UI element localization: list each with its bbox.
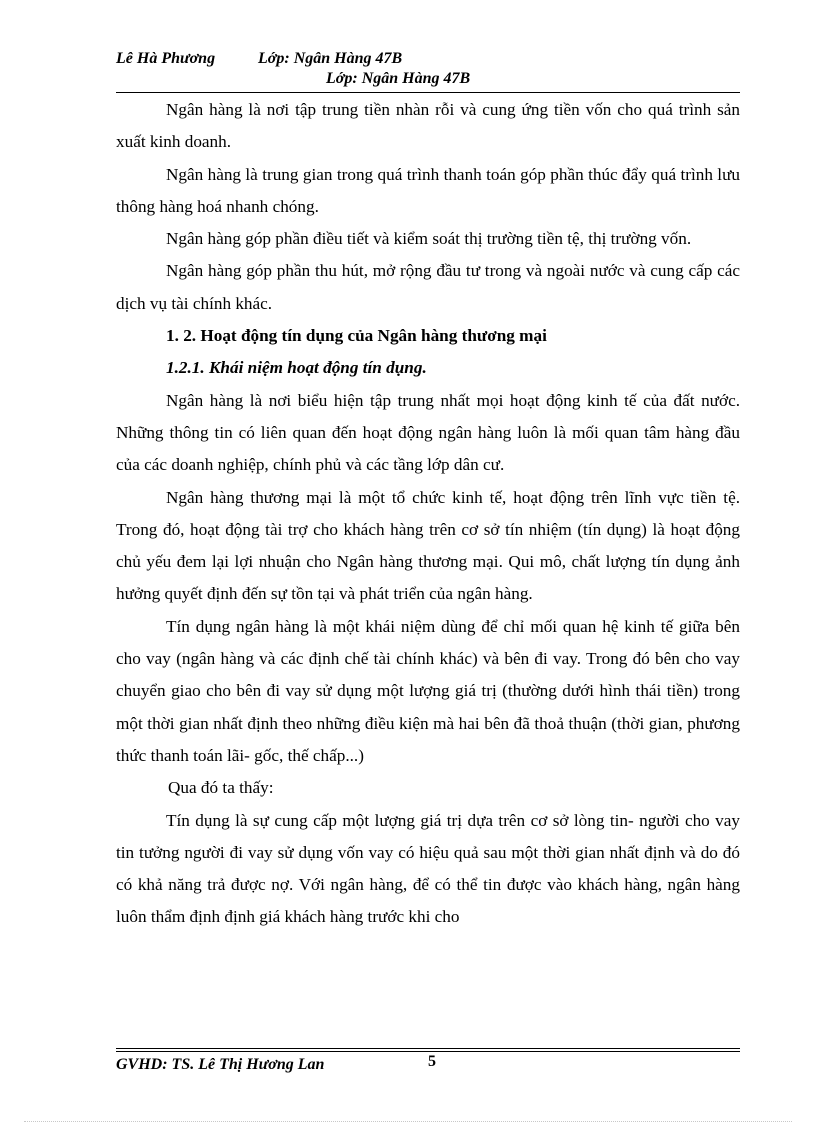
- footer-rule-top: [116, 1048, 740, 1049]
- paragraph: Ngân hàng góp phần thu hút, mở rộng đầu tư trong và ngoài nước và cung cấp các dịch vụ tài chính khác.: [116, 261, 740, 313]
- paragraph: Ngân hàng là nơi tập trung tiền nhàn rỗi và cung ứng tiền vốn cho quá trình sản xuất kinh doanh.: [116, 100, 740, 152]
- paragraph: Tín dụng là sự cung cấp một lượng giá trị dựa trên cơ sở lòng tin- người cho vay tin tưởng người đi vay sử dụng vốn vay có hiệu quả sau một thời gian nhất định và do đó có khả năng trả được nợ. Với ngân hàng, để có thể tin được vào khách hàng, ngân hàng luôn thẩm định định giá khách hàng trước khi cho: [116, 810, 740, 927]
- paragraph: Ngân hàng thương mại là một tổ chức kinh tế, hoạt động trên lĩnh vực tiền tệ. Trong đó, hoạt động tài trợ cho khách hàng trên cơ sở tín nhiệm (tín dụng) là hoạt động chủ yếu đem lại lợi nhuận cho Ngân hàng thương mại. Qui mô, chất lượng tín dụng ảnh hưởng quyết định đến sự tồn tại và phát triển của ngân hàng.: [116, 487, 740, 604]
- paragraph: Ngân hàng là trung gian trong quá trình thanh toán góp phần thúc đẩy quá trình lưu thông hàng hoá nhanh chóng.: [116, 164, 740, 216]
- subsection-heading: 1.2.1. Khái niệm hoạt động tín dụng.: [166, 358, 427, 378]
- header-author: Lê Hà Phương: [116, 50, 216, 67]
- paragraph: Qua đó ta thấy:: [168, 778, 274, 798]
- header-rule: [116, 92, 740, 93]
- paragraph: Ngân hàng là nơi biểu hiện tập trung nhất mọi hoạt động kinh tế của đất nước. Những thông tin có liên quan đến hoạt động ngân hàng luôn là mối quan tâm hàng đầu của các doanh nghiệp, chính phủ và các tầng lớp dân cư.: [116, 390, 740, 475]
- footer-rule-bottom: [116, 1051, 740, 1052]
- page-number: 5: [428, 1053, 436, 1070]
- document-body: [116, 94, 740, 934]
- paragraph: Ngân hàng góp phần điều tiết và kiểm soát thị trường tiền tệ, thị trường vốn.: [166, 229, 692, 249]
- paragraph: Tín dụng ngân hàng là một khái niệm dùng để chỉ mối quan hệ kinh tế giữa bên cho vay (ngân hàng và các định chế tài chính khác) và bên đi vay. Trong đó bên cho vay chuyển giao cho bên đi vay sử dụng một lượng giá trị (thường dưới hình thái tiền) trong một thời gian nhất định theo những điều kiện mà hai bên đã thoả thuận (thời gian, phương thức thanh toán lãi- gốc, thế chấp...): [116, 616, 740, 765]
- footer-advisor: GVHD: TS. Lê Thị Hương Lan: [116, 1056, 325, 1073]
- section-heading: 1. 2. Hoạt động tín dụng của Ngân hàng thương mại: [166, 326, 547, 346]
- page-edge-divider: [24, 1121, 792, 1122]
- header-class-repeat: Lớp: Ngân Hàng 47B: [326, 70, 471, 87]
- header-class: Lớp: Ngân Hàng 47B: [258, 50, 403, 67]
